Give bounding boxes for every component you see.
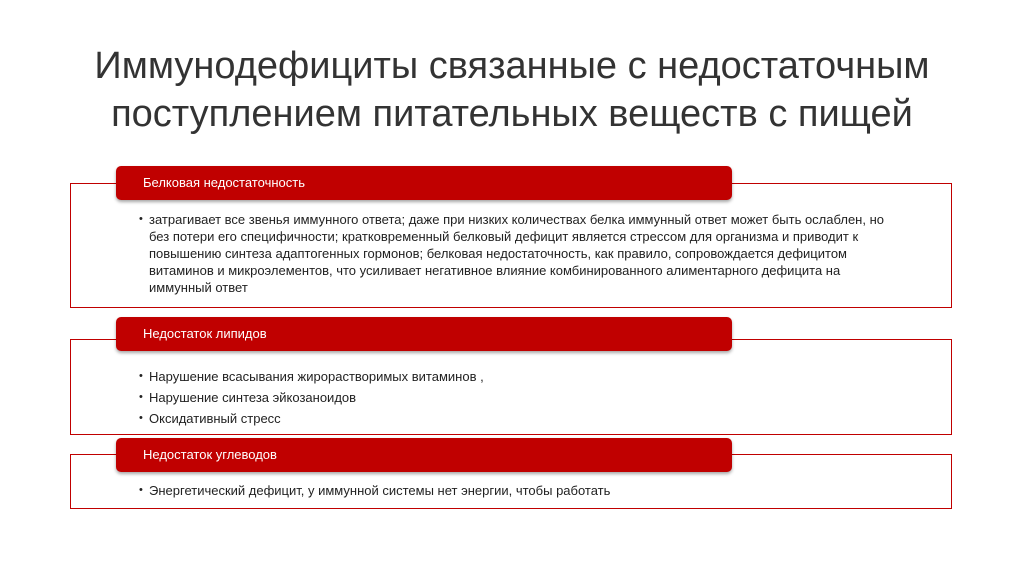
bullet-icon: •: [139, 213, 143, 225]
list-item: [139, 368, 891, 385]
list-item-text: затрагивает все звенья иммунного ответа; даже при низких количествах белка иммунный ответ может быть ослаблен, но без потери его специфичности; кратковременный белковый дефицит является стрессом для организма и приводит к повышению синтеза адаптогенных гормонов; белковая недостаточность, как правило, сопровождается дефицитом витаминов и микроэлементов, что усиливает негативное влияние комбинированного алиментарного дефицита на иммунный ответ: [149, 212, 884, 295]
carbs-header: [116, 438, 732, 472]
list-item-text: Оксидативный стресс: [149, 411, 281, 426]
list-item: [139, 482, 891, 499]
bullet-icon: •: [139, 391, 143, 403]
bullet-icon: •: [139, 370, 143, 382]
carbs-list: [139, 482, 891, 499]
lipids-section-box: [70, 339, 952, 435]
section-header-label: Недостаток липидов: [143, 326, 267, 341]
protein-list: [139, 211, 891, 296]
list-item-text: Энергетический дефицит, у иммунной системы нет энергии, чтобы работать: [149, 483, 611, 498]
bullet-icon: •: [139, 412, 143, 424]
page-title: [60, 42, 964, 138]
list-item: [139, 389, 891, 406]
list-item: [139, 410, 891, 427]
list-item-text: Нарушение синтеза эйкозаноидов: [149, 390, 357, 405]
list-item: [139, 211, 891, 296]
lipids-header: [116, 317, 732, 351]
protein-header: [116, 166, 732, 200]
section-header-label: Недостаток углеводов: [143, 447, 277, 462]
title-line-1: Иммунодефициты связанные с недостаточным: [94, 45, 930, 87]
protein-section-box: [70, 183, 952, 308]
title-line-2: поступлением питательных веществ с пищей: [111, 93, 913, 135]
list-item-text: Нарушение всасывания жирорастворимых витаминов ,: [149, 369, 484, 384]
lipids-list: [139, 368, 891, 427]
section-header-label: Белковая недостаточность: [143, 175, 305, 190]
bullet-icon: •: [139, 484, 143, 496]
